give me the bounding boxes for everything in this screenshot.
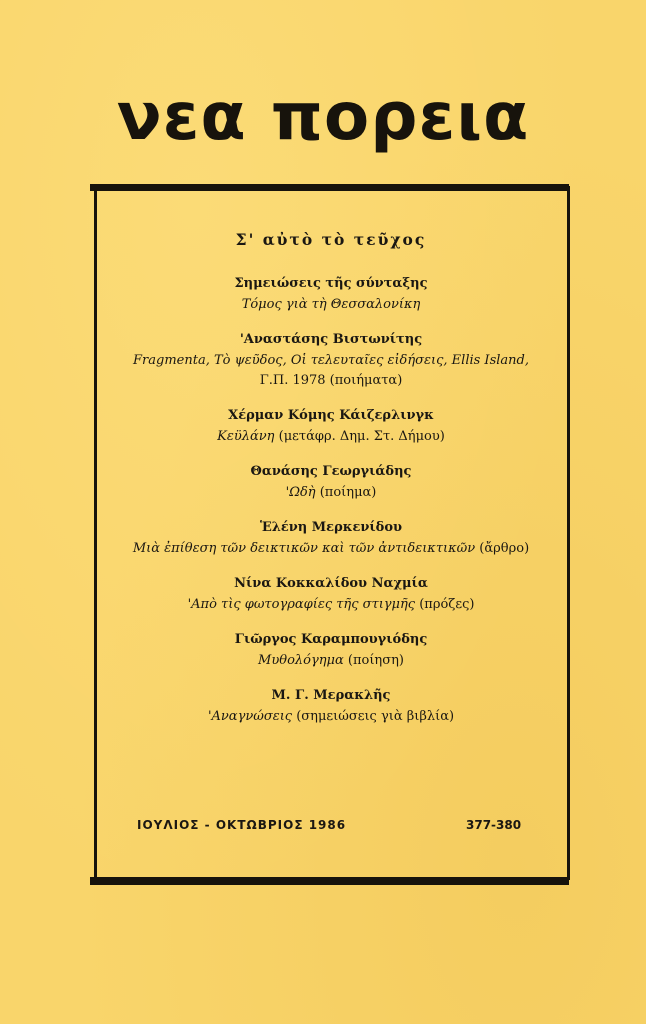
entry-author: Μ. Γ. Μερακλῆς — [271, 688, 391, 703]
entry-title-italic: Τόμος γιὰ τὴ Θεσσαλονίκη — [241, 297, 421, 312]
entry-author: Σημειώσεις τῆς σύνταξης — [234, 276, 428, 291]
toc-entry — [104, 575, 558, 615]
entry-title-note: (μετάφρ. Δημ. Στ. Δήμου) — [278, 429, 445, 444]
entry-title — [104, 295, 558, 315]
issue-number: 377-380 — [466, 818, 522, 832]
toc-entry — [104, 519, 558, 559]
entry-title-italic: 'Απὸ τὶς φωτογραφίες τῆς στιγμῆς — [187, 597, 416, 612]
entry-title-italic: Μιὰ ἐπίθεση τῶν δεικτικῶν καὶ τῶν ἀντιδεικτικῶν — [132, 541, 476, 556]
entry-title — [104, 427, 558, 447]
toc-entry — [104, 331, 558, 391]
entry-author: Γιῶργος Καραμπουγιόδης — [234, 632, 428, 647]
entry-title-note: Γ.Π. 1978 (ποιήματα) — [259, 373, 403, 388]
toc-heading: Σ' αὐτὸ τὸ τεῦχος — [235, 230, 427, 249]
entry-author: Ἑλένη Μερκενίδου — [259, 520, 403, 535]
entry-author: Θανάσης Γεωργιάδης — [250, 464, 412, 479]
toc-entry — [104, 275, 558, 315]
entry-title-italic: 'Ωδὴ — [285, 485, 316, 500]
entry-author: Χέρμαν Κόμης Κάιζερλινγκ — [228, 408, 434, 423]
entry-title-note: (ἄρθρο) — [479, 541, 530, 556]
entry-title — [104, 651, 558, 671]
entry-title-note: (σημειώσεις γιὰ βιβλία) — [296, 709, 455, 724]
entry-title — [104, 351, 558, 391]
entry-author: 'Αναστάσης Βιστωνίτης — [239, 332, 423, 347]
left-frame-line — [94, 186, 97, 880]
magazine-title: νεα πορεια — [116, 78, 530, 155]
entry-title-note: (ποίημα) — [319, 485, 377, 500]
toc-entry — [104, 407, 558, 447]
entry-title-italic: 'Αναγνώσεις — [207, 709, 293, 724]
entry-title-note: (πρόζες) — [419, 597, 475, 612]
right-frame-line — [567, 186, 570, 880]
toc-entry — [104, 463, 558, 503]
entry-title-italic: Fragmenta, Τὸ ψεῦδος, Οἱ τελευταῖες εἰδήσεις, Ellis Island, — [133, 353, 529, 368]
entry-title — [104, 483, 558, 503]
table-of-contents — [104, 230, 558, 743]
toc-entry — [104, 631, 558, 671]
issue-date: ΙΟΥΛΙΟΣ - ΟΚΤΩΒΡΙΟΣ 1986 — [137, 818, 347, 832]
entry-title — [104, 539, 558, 559]
bottom-rule — [90, 877, 569, 885]
entry-title-italic: Μυθολόγημα — [258, 653, 344, 668]
entry-title-italic: Κεϋλάνη — [217, 429, 275, 444]
entry-title — [104, 595, 558, 615]
toc-entry — [104, 687, 558, 727]
entry-title-note: (ποίηση) — [347, 653, 404, 668]
top-rule — [90, 184, 569, 191]
entry-title — [104, 707, 558, 727]
entry-author: Νίνα Κοκκαλίδου Ναχμία — [234, 576, 428, 591]
